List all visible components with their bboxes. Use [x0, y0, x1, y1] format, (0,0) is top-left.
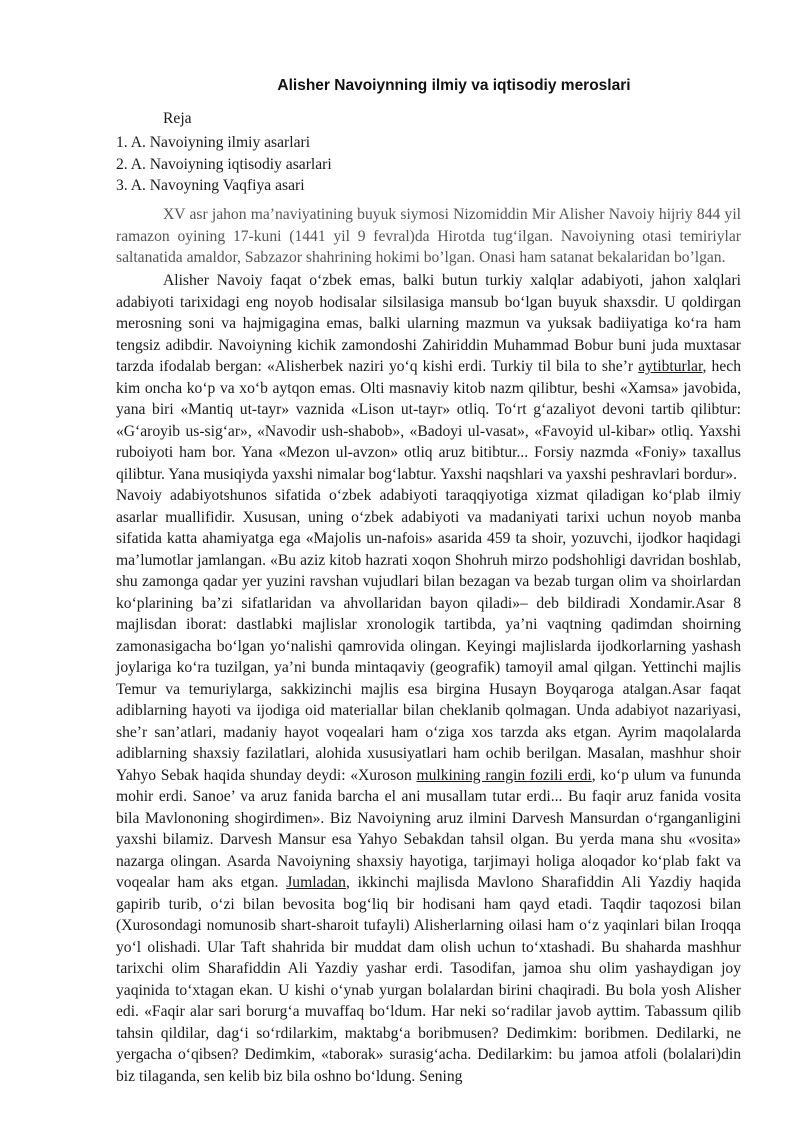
underlined-phrase: mulkining rangin fozili erdi — [416, 766, 592, 784]
intro-paragraph: XV asr jahon ma’naviyatining buyuk siymosi Nizomiddin Mir Alisher Navoiy hijriy 844 yil ramazon oyining 17-kuni (1441 yil 9 fevral)da Hirotda tug‘ilgan. Navoiyning otasi temiriylar saltanatida amaldor, Sabzazor shahrining hokimi bo’lgan. Onasi ham satanat bekalaridan bo’lgan. — [116, 206, 741, 266]
paragraph-1-text-b: , hech kim oncha ko‘p va xo‘b aytqon emas. Olti masnaviy kitob nazm qilibtur, beshi «Xamsa» javobida, yana biri «Mantiq ut-tayr» vaznida «Lison ut-tayr» otliq. To‘rt g‘azaliyot devoni tartib qilibtur: «G‘aroyib us-sig‘ar», «Navodir ush-shabob», «Badoyi ul-vasat», «Favoyid ul-kibar» otliq. Yaxshi ruboiyoti ham bor. Yana «Mezon ul-avzon» otliq aruz bitibtur... Forsiy nazmda «Foniy» taxallus qilibtur. Yana musiqiyda yaxshi nimalar bog‘labtur. Yaxshi naqshlari va yaxshi peshravlari bordur». — [116, 358, 741, 483]
document-title: Alisher Navoiynning ilmiy va iqtisodiy meroslari — [277, 77, 631, 94]
paragraph-2 — [116, 485, 741, 1087]
paragraph-1 — [116, 270, 741, 485]
paragraph-2-text-c: , ikkinchi majlisda Mavlono Sharafiddin Ali Yazdiy haqida gapirib turib, o‘zi bilan bevosita bog‘liq bir hodisani ham qayd etadi. Taqdir taqozosi bilan (Xurosondagi nomunosib shart-sharoit tufayli) Alisherlarning oilasi ham o‘z yaqinlari bilan Iroqqa yo‘l olishadi. Ular Taft shahrida bir muddat dam olish uchun to‘xtashadi. Bu shaharda mashhur tarixchi olim Sharafiddin Ali Yazdiy yashar erdi. Tasodifan, jamoa shu olim yashaydigan joy yaqinida to‘xtagan ekan. U kishi o‘ynab yurgan bolalardan birini chaqiradi. Bu bola yosh Alisher edi. «Faqir alar sari borurg‘a muvaffaq bo‘ldum. Har neki so‘radilar javob ayttim. Tabassum qilib tahsin qildilar, dag‘i so‘rdilarkim, maktabg‘a boribmusen? Dedimkim: boribmen. Dedilarki, ne yergacha o‘qibsen? Dedimkim, «taborak» surasig‘acha. Dedilarkim: bu jamoa atfoli (bolalari)din biz tilaganda, sen kelib biz bila oshno bo‘ldung. Sening — [116, 874, 742, 1085]
plan-item: 3. A. Navoyning Vaqfiya asari — [116, 177, 305, 194]
paragraph-1-text-a: Alisher Navoiy faqat o‘zbek emas, balki butun turkiy xalqlar adabiyoti, jahon xalqlari adabiyoti tarixidagi eng noyob hodisalar silsilasiga mansub bo‘lgan buyuk shaxsdir. U qoldirgan merosning soni va hajmigagina emas, balki ularning mazmun va yuksak badiiyatiga ko‘ra ham tengsiz adibdir. Navoiyning kichik zamondoshi Zahiriddin Muhammad Bobur buni juda muxtasar tarzda ifodalab bergan: «Alisherbek naziri yo‘q kishi erdi. Turkiy til bila to she’r — [116, 272, 741, 375]
paragraph-2-text-a: Navoiy adabiyotshunos sifatida o‘zbek adabiyoti taraqqiyotiga xizmat qiladigan ko‘plab ilmiy asarlar muallifidir. Xususan, uning o‘zbek adabiyoti va madaniyati tarixi uchun noyob manba sifatida katta ahamiyatga ega «Majolis un-nafois» asarida 459 ta shoir, yozuvchi, ijodkor haqidagi ma’lumotlar jamlangan. «Bu aziz kitob hazrati xoqon Shohruh mirzo podshohligi davridan boshlab, shu zamonga qadar yer yuzini ravshan vujudlari bilan bezagan va bezab turgan olim va shoirlardan ko‘plarining ba’zi sifatlaridan va ahvollaridan bayon qiladi»– deb bildiradi Xondamir.Asar 8 majlisdan iborat: dastlabki majlislar xronologik tartibda, ya’ni vaqtning qadimdan shoirning zamonasigacha bo‘lgan yo‘nalishi qamrovida olingan. Keyingi majlislarda ijodkorlarning yashash joylariga ko‘ra tuzilgan, ya’ni bunda mintaqaviy (geografik) tamoyil amal qilgan. Yettinchi majlis Temur va temuriylarga, sakkizinchi majlis esa birgina Husayn Boyqaroga atalgan.Asar faqat adiblarning hayoti va ijodiga oid materiallar bilan cheklanib qolmagan. Unda adabiyot nazariyasi, she’r san’atlari, madaniy hayot voqealari ham o‘ziga xos tarzda aks etgan. Ayrim maqolalarda adiblarning shaxsiy fazilatlari, alohida xususiyatlari ham ochib berilgan. Masalan, mashhur shoir Yahyo Sebak haqida shunday deydi: «Xuroson — [116, 487, 741, 784]
plan-item: 1. A. Navoiyning ilmiy asarlari — [116, 134, 311, 151]
underlined-word: Jumladan — [286, 874, 346, 891]
body-text — [116, 270, 741, 1087]
plan-heading: Reja — [163, 110, 192, 127]
plan-list — [116, 132, 332, 197]
underlined-word: aytibturlar — [638, 358, 703, 375]
paragraph-2-text-b: , ko‘p ulum va fununda mohir erdi. Sanoe’ va aruz fanida barcha el ani musallam tutar erdi... Bu faqir aruz fanida vosita bila Mavlononing shogirdimen». Biz Navoiyning aruz ilmini Darvesh Mansurdan o‘rganganligini yaxshi bilamiz. Darvesh Mansur esa Yahyo Sebakdan tahsil olgan. Bu yerda mana shu «vosita» nazarga olingan. Asarda Navoiyning shaxsiy hayotiga, tarjimayi holiga aloqador ko‘plab fakt va voqealar ham aks etgan. — [116, 766, 741, 891]
plan-item: 2. A. Navoiyning iqtisodiy asarlari — [116, 155, 332, 173]
